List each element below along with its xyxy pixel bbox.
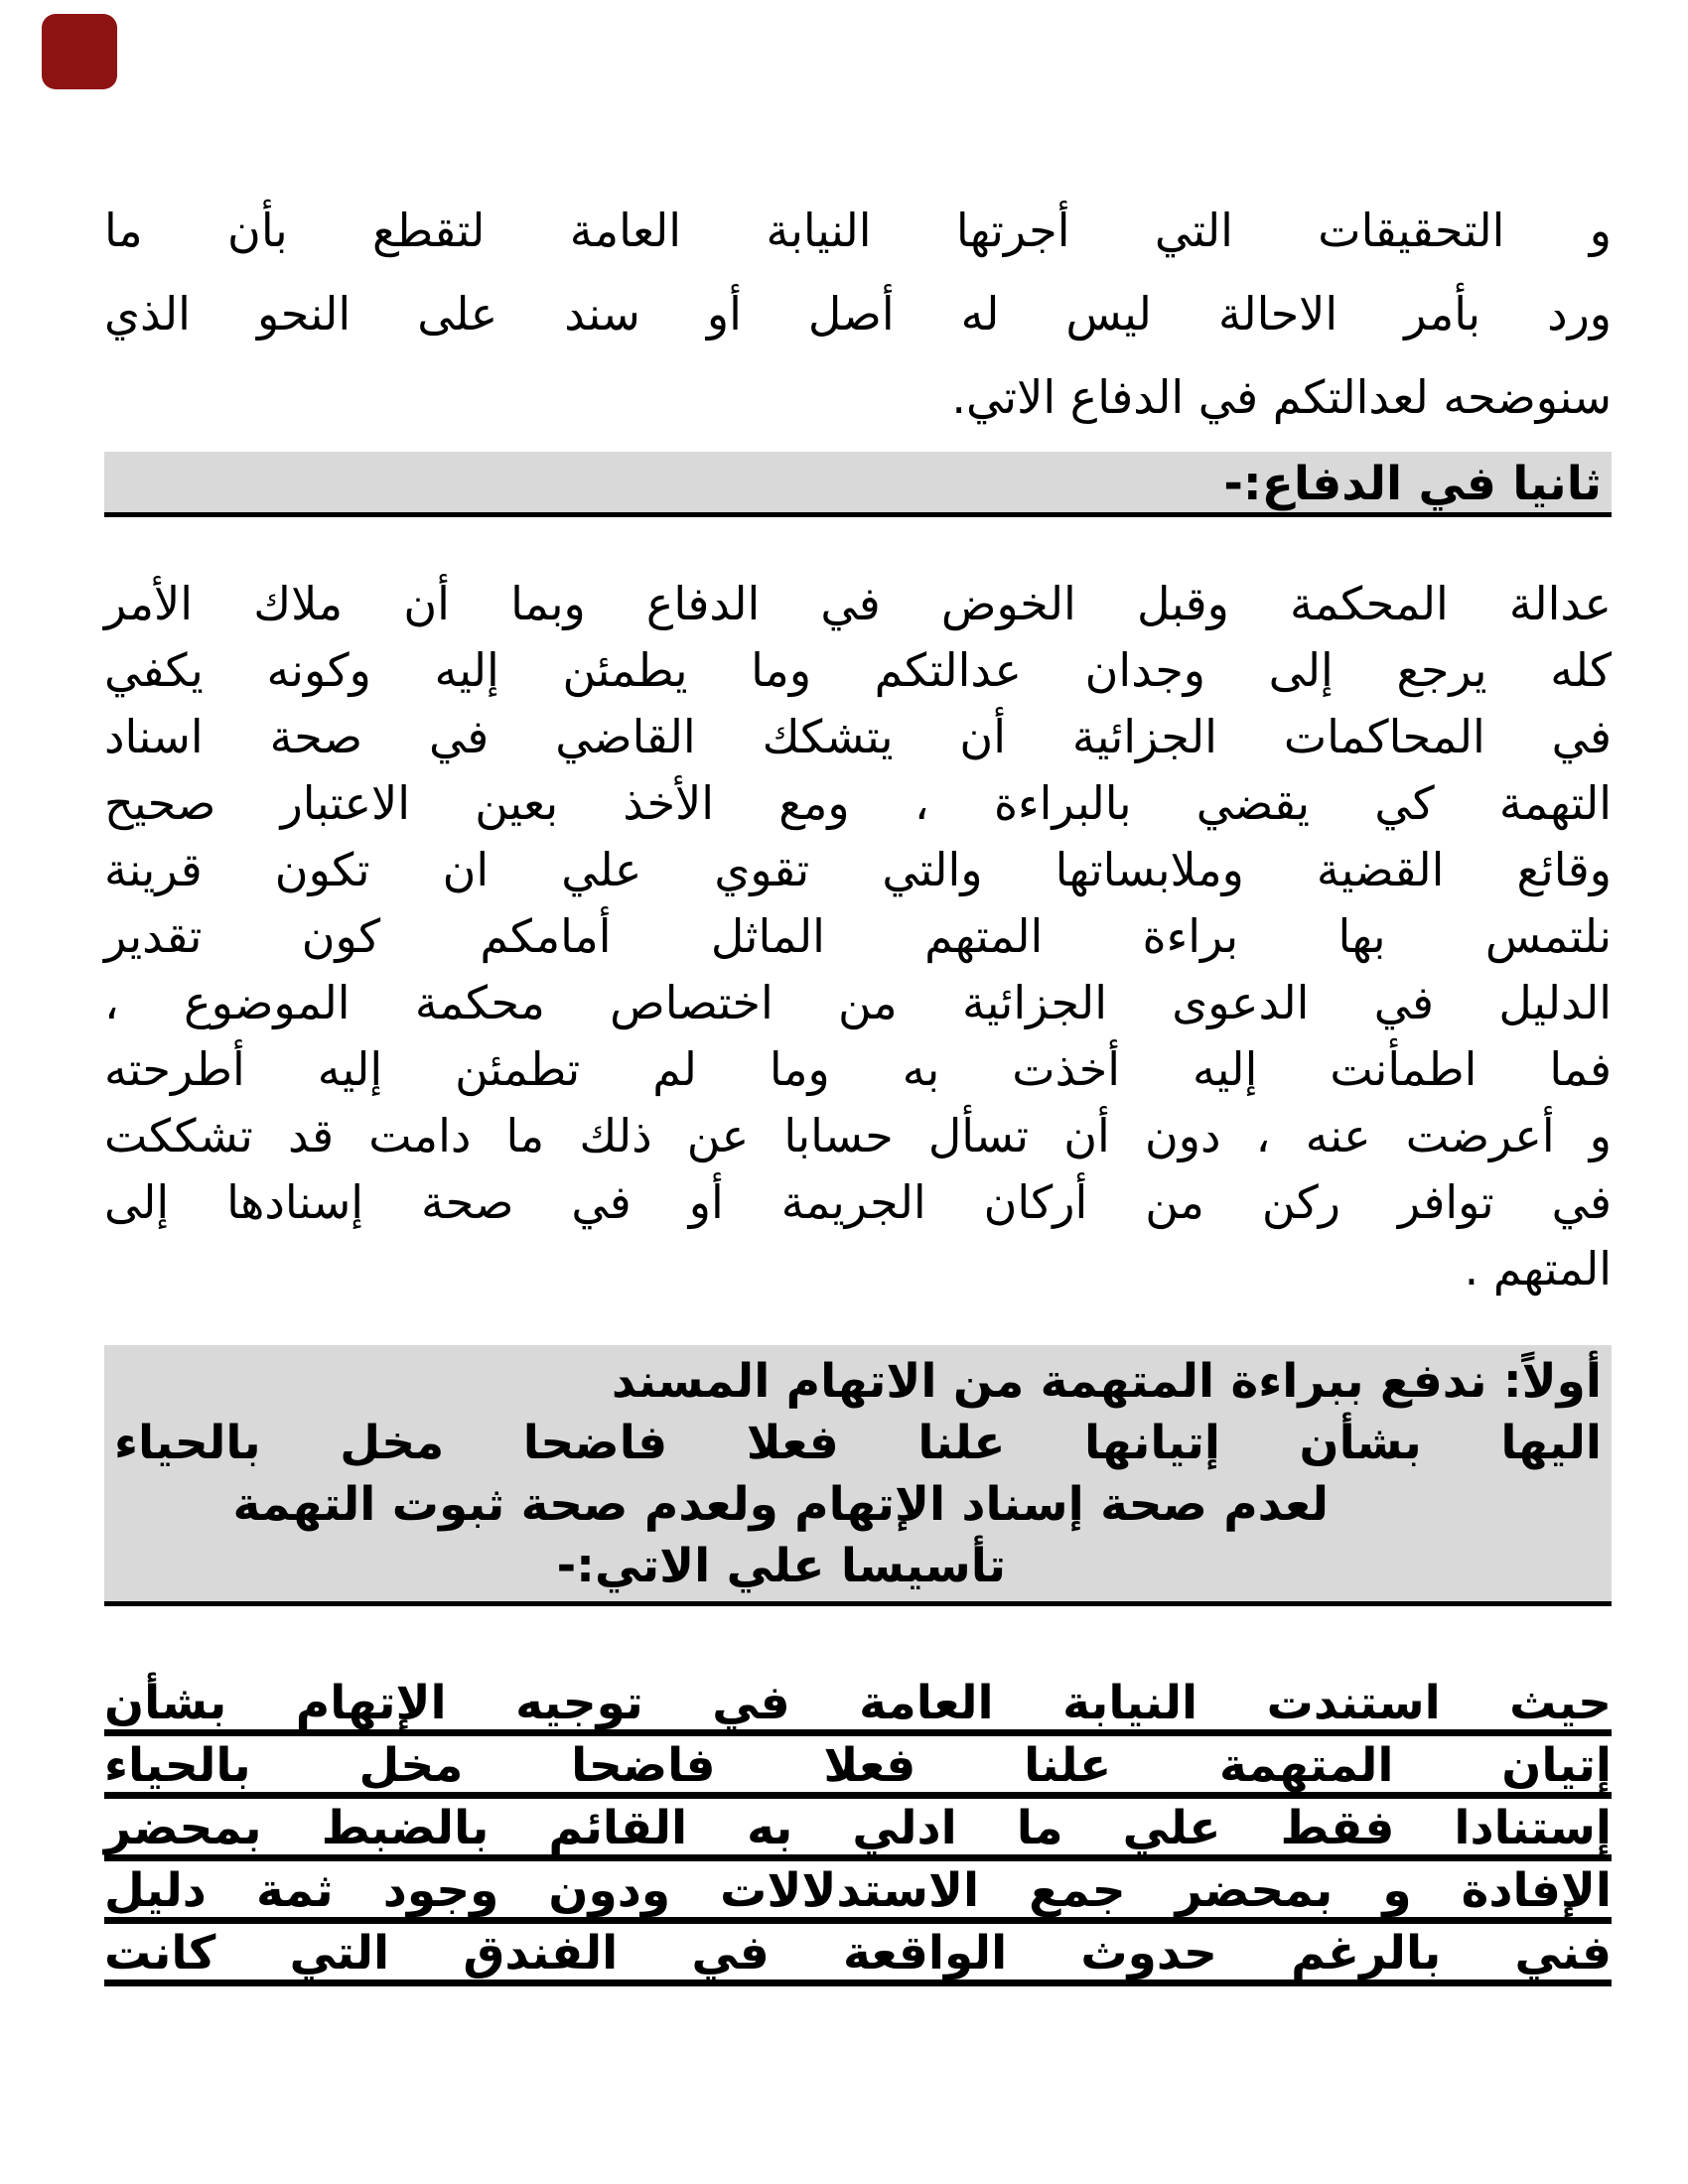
text-line: اليها بشأن إتيانها علنا فعلا فاضحا مخل بالحياء: [114, 1416, 1602, 1470]
section-header-band: [104, 452, 1612, 517]
underlined-text-line: إستنادا فقط علي ما ادلي به القائم بالضبط بمحضر: [104, 1803, 1612, 1861]
text-line: لعدم صحة إسناد الإتهام ولعدم صحة ثبوت التهمة: [232, 1477, 1329, 1532]
text-line: فما اطمأنت إليه أخذت به وما لم تطمئن إليه أطرحته: [104, 1042, 1612, 1096]
text-line: التهمة كي يقضي بالبراءة ، ومع الأخذ بعين الاعتبار صحيح: [104, 776, 1612, 830]
underlined-text-line: الإفادة و بمحضر جمع الاستدلالات ودون وجود ثمة دليل: [104, 1865, 1612, 1924]
text-line: ورد بأمر الاحالة ليس له أصل أو سند على النحو الذي: [104, 287, 1612, 341]
text-line: أولاً: ندفع ببراءة المتهمة من الاتهام المسند: [611, 1354, 1602, 1409]
underlined-text-line: إتيان المتهمة علنا فعلا فاضحا مخل بالحياء: [104, 1740, 1612, 1799]
text-line: كله يرجع إلى وجدان عدالتكم وما يطمئن إليه وكونه يكفي: [104, 643, 1612, 697]
text-line: و التحقيقات التي أجرتها النيابة العامة لتقطع بأن ما: [104, 204, 1612, 257]
section-header-text: ثانيا في الدفاع:-: [1223, 457, 1602, 511]
red-square-marker: [42, 14, 117, 89]
grounds-paragraph: [104, 1678, 1612, 1990]
text-line: المتهم .: [1464, 1242, 1612, 1296]
text-line: عدالة المحكمة وقبل الخوض في الدفاع وبما أن ملاك الأمر: [104, 577, 1612, 630]
underlined-text-line: فني بالرغم حدوث الواقعة في الفندق التي كانت: [104, 1928, 1612, 1986]
underlined-text-line: حيث استندت النيابة العامة في توجيه الإتهام بشأن: [104, 1678, 1612, 1736]
text-line: سنوضحه لعدالتكم في الدفاع الاتي.: [951, 370, 1612, 424]
text-line: نلتمس بها براءة المتهم الماثل أمامكم كون تقدير: [104, 909, 1612, 963]
text-line: في توافر ركن من أركان الجريمة أو في صحة إسنادها إلى: [104, 1175, 1612, 1229]
text-line: و أعرضت عنه ، دون أن تسأل حسابا عن ذلك ما دامت قد تشككت: [104, 1109, 1612, 1162]
first-plea-block: [104, 1345, 1612, 1606]
text-line: تأسيسا علي الاتي:-: [556, 1539, 1006, 1593]
intro-paragraph: [104, 189, 1612, 439]
text-line: في المحاكمات الجزائية أن يتشكك القاضي في صحة اسناد: [104, 710, 1612, 763]
text-line: الدليل في الدعوى الجزائية من اختصاص محكمة الموضوع ،: [104, 976, 1612, 1029]
defense-paragraph: [104, 571, 1612, 1302]
text-line: وقائع القضية وملابساتها والتي تقوي علي ان تكون قرينة: [104, 843, 1612, 896]
